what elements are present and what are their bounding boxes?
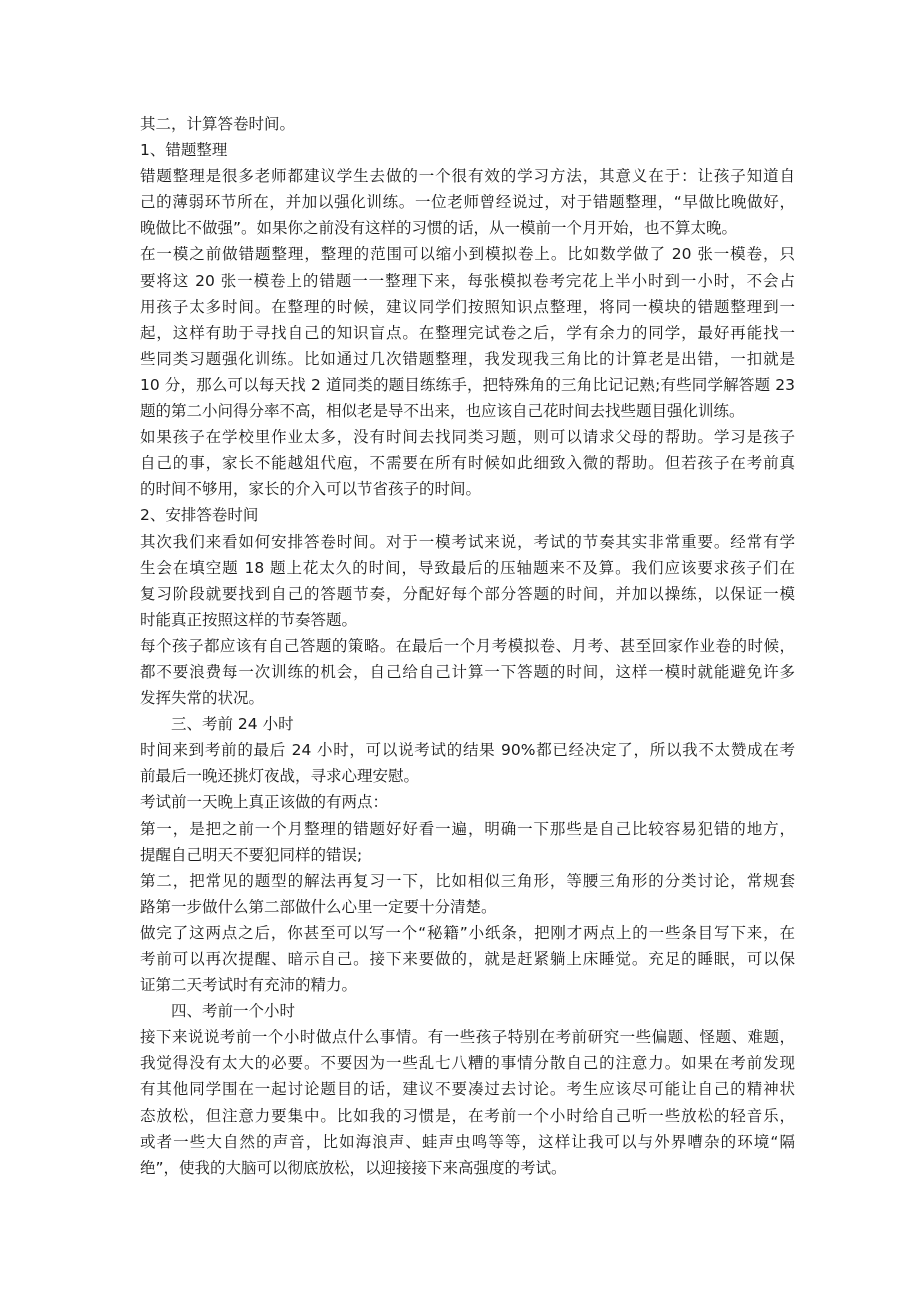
paragraph-line: 我觉得没有太大的必要。不要因为一些乱七八糟的事情分散自己的注意力。如果在考前发现: [140, 1054, 795, 1073]
paragraph-line: 考试前一天晚上真正该做的有两点：: [140, 793, 389, 812]
paragraph-line: 或者一些大自然的声音，比如海浪声、蛙声虫鸣等等，这样让我可以与外界嘈杂的环境“隔: [140, 1132, 795, 1151]
paragraph-line: 有其他同学围在一起讨论题目的话，建议不要凑过去讨论。考生应该尽可能让自己的精神状: [140, 1080, 795, 1099]
paragraph-line: 的时间不够用，家长的介入可以节省孩子的时间。: [140, 480, 482, 499]
paragraph-line: 复习阶段就要找到自己的答题节奏，分配好每个部分答题的时间，并加以操练，以保证一模: [140, 584, 795, 603]
paragraph-line: 做完了这两点之后，你甚至可以写一个“秘籍”小纸条，把刚才两点上的一些条目写下来，在: [140, 923, 795, 942]
paragraph-line: 时能真正按照这样的节奏答题。: [140, 610, 358, 629]
paragraph-line: 路第一步做什么第二部做什么心里一定要十分清楚。: [140, 897, 497, 916]
paragraph-line: 题的第二小问得分率不高，相似老是导不出来，也应该自己花时间去找些题目强化训练。: [140, 402, 745, 421]
paragraph-line: 考前可以再次提醒、暗示自己。接下来要做的，就是赶紧躺上床睡觉。充足的睡眠，可以保: [140, 950, 795, 968]
paragraph-line: 如果孩子在学校里作业太多，没有时间去找同类习题，则可以请求父母的帮助。学习是孩子: [140, 428, 795, 447]
paragraph-line: 每个孩子都应该有自己答题的策略。在最后一个月考模拟卷、月考、甚至回家作业卷的时候，: [140, 636, 795, 655]
paragraph-line: 错题整理是很多老师都建议学生去做的一个很有效的学习方法，其意义在于：让孩子知道自: [140, 167, 795, 186]
paragraph-line: 晚做比不做强”。如果你之前没有这样的习惯的话，从一模前一个月开始，也不算太晚。: [140, 219, 738, 238]
section-heading-24-hours: 三、考前 24 小时: [171, 715, 294, 734]
paragraph-line: 在一模之前做错题整理，整理的范围可以缩小到模拟卷上。比如数学做了 20 张一模卷，只: [140, 245, 795, 264]
paragraph-line: 态放松，但注意力要集中。比如我的习惯是，在考前一个小时给自己听一些放松的轻音乐，: [140, 1106, 795, 1125]
paragraph-line: 自己的事，家长不能越俎代庖，不需要在所有时候如此细致入微的帮助。但若孩子在考前真: [140, 454, 795, 473]
section-heading-one-hour: 四、考前一个小时: [171, 1002, 296, 1021]
paragraph-line: 己的薄弱环节所在，并加以强化训练。一位老师曾经说过，对于错题整理，“早做比晚做好，: [140, 193, 795, 212]
paragraph-line: 都不要浪费每一次训练的机会，自己给自己计算一下答题的时间，这样一模时就能避免许多: [140, 662, 795, 681]
paragraph-line: 第二，把常见的题型的解法再复习一下，比如相似三角形，等腰三角形的分类讨论，常规套: [140, 871, 795, 890]
paragraph-line: 证第二天考试时有充沛的精力。: [140, 976, 358, 995]
paragraph-line: 第一，是把之前一个月整理的错题好好看一遍，明确一下那些是自己比较容易犯错的地方，: [140, 819, 795, 838]
document-body: [140, 111, 795, 1181]
paragraph-line: 用孩子太多时间。在整理的时候，建议同学们按照知识点整理，将同一模块的错题整理到一: [140, 297, 795, 316]
paragraph-line: 接下来说说考前一个小时做点什么事情。有一些孩子特别在考前研究一些偏题、怪题、难题，: [140, 1028, 795, 1047]
subheading-error-review: 1、错题整理: [140, 141, 228, 160]
paragraph-line: 时间来到考前的最后 24 小时，可以说考试的结果 90%都已经决定了，所以我不太赞成在考: [140, 741, 795, 760]
paragraph-line: 前最后一晚还挑灯夜战，寻求心理安慰。: [140, 767, 420, 786]
paragraph-line: 起，这样有助于寻找自己的知识盲点。在整理完试卷之后，学有余力的同学，最好再能找一: [140, 323, 795, 342]
paragraph-line: 绝”，使我的大脑可以彻底放松，以迎接接下来高强度的考试。: [140, 1158, 567, 1177]
paragraph-line: 10 分，那么可以每天找 2 道同类的题目练练手，把特殊角的三角比记记熟;有些同学解答题 23: [140, 375, 795, 394]
paragraph-line: 生会在填空题 18 题上花太久的时间，导致最后的压轴题来不及算。我们应该要求孩子们在: [140, 558, 795, 577]
paragraph-line: 些同类习题强化训练。比如通过几次错题整理，我发现我三角比的计算老是出错，一扣就是: [140, 349, 795, 368]
paragraph-line: 其次我们来看如何安排答卷时间。对于一模考试来说，考试的节奏其实非常重要。经常有学: [140, 532, 795, 551]
paragraph-line: 要将这 20 张一模卷上的错题一一整理下来，每张模拟卷考完花上半小时到一小时，不会占: [140, 271, 795, 290]
heading-part-two: 其二，计算答卷时间。: [140, 115, 296, 133]
paragraph-line: 发挥失常的状况。: [140, 689, 265, 708]
paragraph-line: 提醒自己明天不要犯同样的错误;: [140, 845, 363, 864]
subheading-answer-time: 2、安排答卷时间: [140, 506, 259, 525]
